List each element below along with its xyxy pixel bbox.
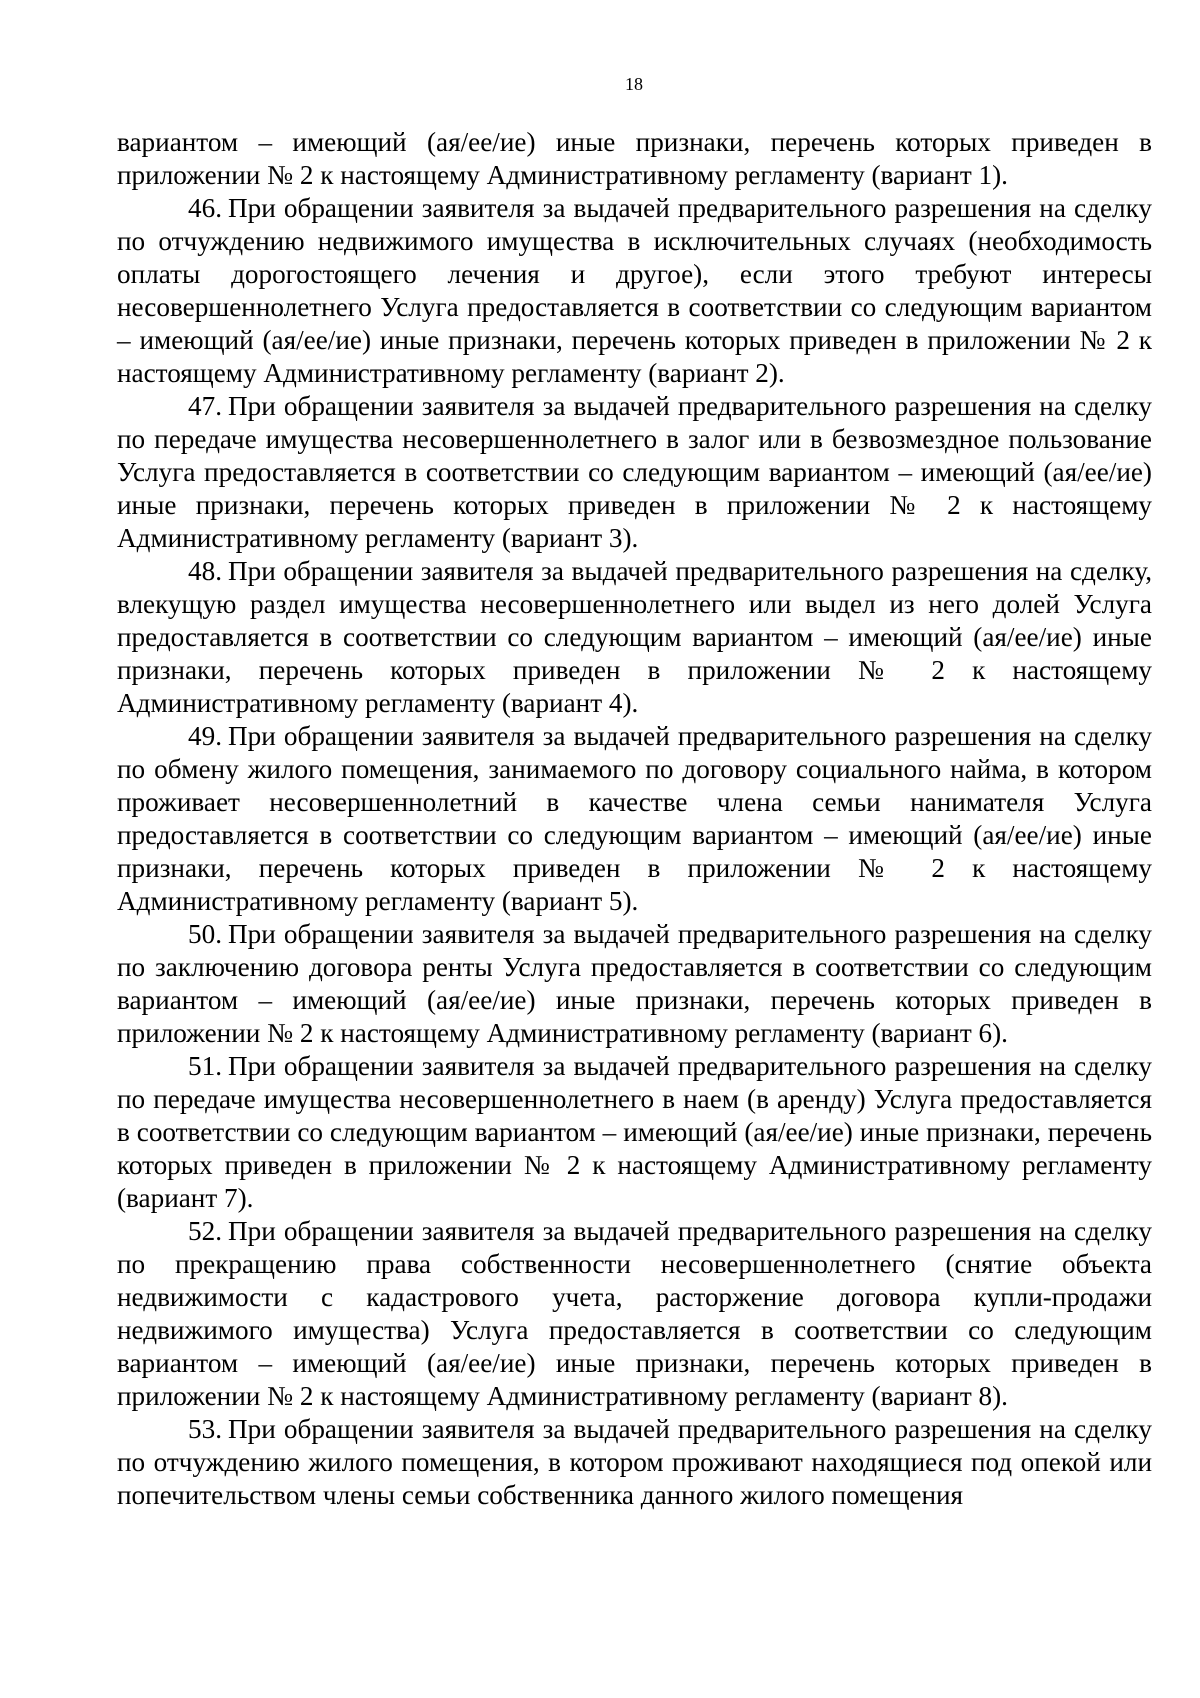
paragraph-number: 49.: [188, 721, 222, 751]
paragraph-number: 50.: [188, 919, 222, 949]
paragraph-text: При обращении заявителя за выдачей предварительного разрешения на сделку по отчуждению недвижимого имущества в исключительных случаях (необходимость оплаты дорогостоящего лечения и другое), если этого требуют интересы несовершеннолетнего Услуга предоставляется в соответствии со следующим вариантом – имеющий (ая/ее/ие) иные признаки, перечень которых приведен в приложении № 2 к настоящему Административному регламенту (вариант 2).: [117, 193, 1152, 388]
paragraph-48: [117, 555, 1152, 720]
paragraph-46: [117, 192, 1152, 390]
document-body: [117, 126, 1152, 1512]
paragraph-number: 48.: [188, 556, 222, 586]
paragraph-number: 51.: [188, 1051, 222, 1081]
paragraph-text: При обращении заявителя за выдачей предварительного разрешения на сделку по прекращению права собственности несовершеннолетнего (снятие объекта недвижимости с кадастрового учета, расторжение договора купли-продажи недвижимого имущества) Услуга предоставляется в соответствии со следующим вариантом – имеющий (ая/ее/ие) иные признаки, перечень которых приведен в приложении № 2 к настоящему Административному регламенту (вариант 8).: [117, 1216, 1152, 1411]
paragraph-text: При обращении заявителя за выдачей предварительного разрешения на сделку по передаче имущества несовершеннолетнего в наем (в аренду) Услуга предоставляется в соответствии со следующим вариантом – имеющий (ая/ее/ие) иные признаки, перечень которых приведен в приложении № 2 к настоящему Административному регламенту (вариант 7).: [117, 1051, 1152, 1213]
paragraph-text: При обращении заявителя за выдачей предварительного разрешения на сделку по обмену жилого помещения, занимаемого по договору социального найма, в котором проживает несовершеннолетний в качестве члена семьи нанимателя Услуга предоставляется в соответствии со следующим вариантом – имеющий (ая/ее/ие) иные признаки, перечень которых приведен в приложении № 2 к настоящему Административному регламенту (вариант 5).: [117, 721, 1152, 916]
paragraph-number: 52.: [188, 1216, 222, 1246]
continuation-paragraph: вариантом – имеющий (ая/ее/ие) иные признаки, перечень которых приведен в приложении № 2 к настоящему Административному регламенту (вариант 1).: [117, 127, 1152, 190]
paragraph-47: [117, 390, 1152, 555]
paragraph-text: При обращении заявителя за выдачей предварительного разрешения на сделку по передаче имущества несовершеннолетнего в залог или в безвозмездное пользование Услуга предоставляется в соответствии со следующим вариантом – имеющий (ая/ее/ие) иные признаки, перечень которых приведен в приложении № 2 к настоящему Административному регламенту (вариант 3).: [117, 391, 1152, 553]
paragraph-52: [117, 1215, 1152, 1413]
paragraph-49: [117, 720, 1152, 918]
paragraph-51: [117, 1050, 1152, 1215]
paragraph-50: [117, 918, 1152, 1050]
paragraph-number: 47.: [188, 391, 222, 421]
paragraph-text: При обращении заявителя за выдачей предварительного разрешения на сделку по отчуждению жилого помещения, в котором проживают находящиеся под опекой или попечительством члены семьи собственника данного жилого помещения: [117, 1414, 1152, 1510]
paragraph-53: [117, 1413, 1152, 1512]
paragraph-text: При обращении заявителя за выдачей предварительного разрешения на сделку по заключению договора ренты Услуга предоставляется в соответствии со следующим вариантом – имеющий (ая/ее/ие) иные признаки, перечень которых приведен в приложении № 2 к настоящему Административному регламенту (вариант 6).: [117, 919, 1152, 1048]
paragraph-text: При обращении заявителя за выдачей предварительного разрешения на сделку, влекущую раздел имущества несовершеннолетнего или выдел из него долей Услуга предоставляется в соответствии со следующим вариантом – имеющий (ая/ее/ие) иные признаки, перечень которых приведен в приложении № 2 к настоящему Административному регламенту (вариант 4).: [117, 556, 1152, 718]
page-number: 18: [625, 74, 643, 94]
paragraph-number: 53.: [188, 1414, 222, 1444]
paragraph-number: 46.: [188, 193, 222, 223]
